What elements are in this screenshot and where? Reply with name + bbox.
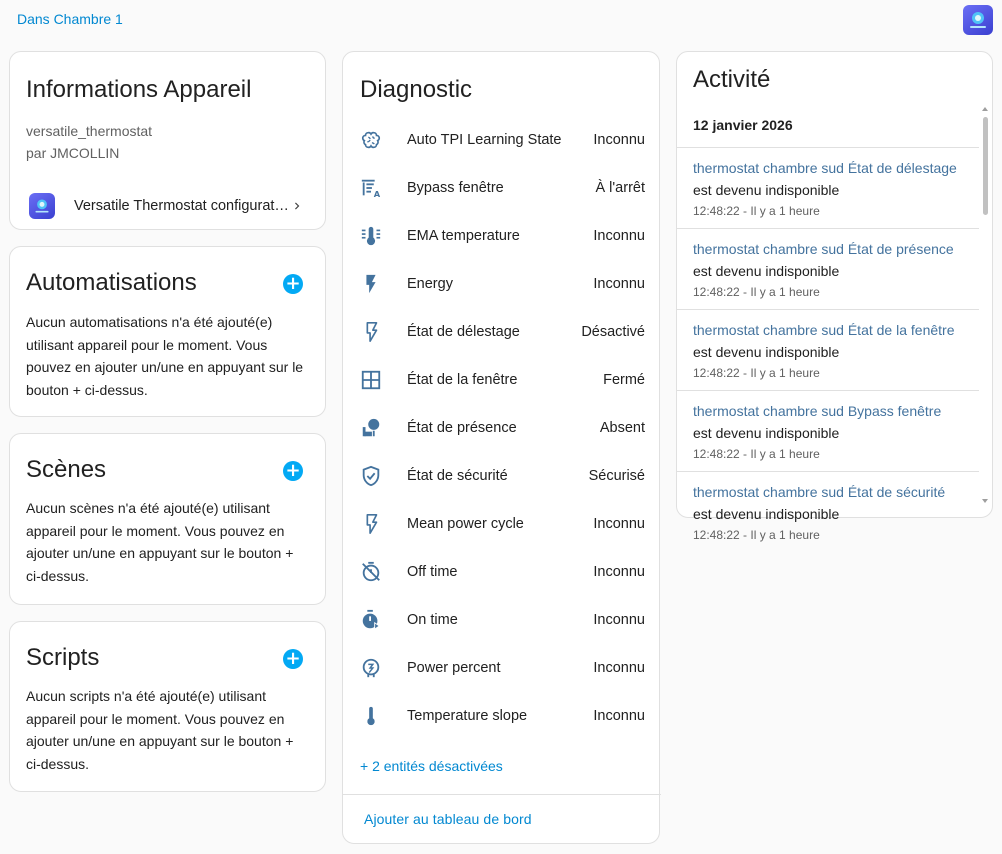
activity-text: est devenu indisponible — [693, 182, 840, 198]
diag-name: État de présence — [407, 420, 517, 436]
activity-message — [693, 157, 963, 201]
diag-value: Inconnu — [593, 132, 645, 148]
diag-name: État de sécurité — [407, 468, 508, 484]
thermostat-logo-icon — [967, 9, 989, 31]
diag-value: À l'arrêt — [595, 180, 645, 196]
diag-row-security[interactable] — [343, 452, 661, 500]
activity-time: 12:48:22 - Il y a 1 heure — [693, 366, 820, 380]
diag-row-energy[interactable] — [343, 260, 661, 308]
scripts-title: Scripts — [26, 644, 100, 671]
add-automation-button[interactable]: + — [283, 274, 303, 294]
activity-scrollbar[interactable] — [980, 107, 990, 507]
scenes-card — [9, 433, 326, 605]
activity-time: 12:48:22 - Il y a 1 heure — [693, 285, 820, 299]
scenes-title: Scènes — [26, 456, 107, 483]
diag-value: Désactivé — [581, 324, 645, 340]
diagnostic-footer — [343, 794, 661, 844]
thermometer-icon — [359, 704, 383, 728]
activity-entry — [677, 309, 979, 380]
activity-entry — [677, 147, 979, 218]
diag-row-window-state[interactable] — [343, 356, 661, 404]
activity-message — [693, 400, 963, 444]
config-entry-row[interactable] — [10, 190, 327, 222]
thermometer-lines-icon — [359, 224, 383, 248]
activity-date-header: 12 janvier 2026 — [693, 117, 793, 133]
automations-card — [9, 246, 326, 417]
diag-value: Inconnu — [593, 660, 645, 676]
diag-value: Inconnu — [593, 708, 645, 724]
activity-entity-link[interactable]: thermostat chambre sud État de la fenêtre — [693, 322, 955, 338]
device-model: versatile_thermostat — [26, 123, 153, 139]
disabled-entities-link[interactable]: + 2 entités désactivées — [360, 758, 503, 774]
config-entry-label: Versatile Thermostat configurat… — [74, 198, 289, 214]
diag-row-on-time[interactable] — [343, 596, 661, 644]
activity-text: est devenu indisponible — [693, 425, 840, 441]
scripts-empty-text: Aucun scripts n'a été ajouté(e) utilisant appareil pour le moment. Vous pouvez en ajouter un/une en appuyant sur le bouton + ci-dessus. — [26, 688, 294, 772]
person-seat-icon — [359, 416, 383, 440]
scroll-up-icon[interactable] — [982, 107, 988, 111]
activity-message — [693, 238, 963, 282]
activity-text: est devenu indisponible — [693, 344, 840, 360]
thermostat-logo-icon — [33, 197, 51, 215]
diag-value: Inconnu — [593, 276, 645, 292]
brain-icon — [359, 128, 383, 152]
diag-name: Temperature slope — [407, 708, 528, 724]
chevron-right-icon — [290, 199, 304, 213]
integration-logo — [963, 5, 993, 35]
diag-row-presence[interactable] — [343, 404, 661, 452]
activity-card — [676, 51, 993, 542]
diag-name: Power percent — [407, 660, 501, 676]
lightning-icon — [359, 272, 383, 296]
window-grid-icon — [359, 368, 383, 392]
activity-entity-link[interactable]: thermostat chambre sud Bypass fenêtre — [693, 403, 942, 419]
diag-row-ema-temperature[interactable] — [343, 212, 661, 260]
diag-name: EMA temperature — [407, 228, 520, 244]
activity-text: est devenu indisponible — [693, 506, 840, 522]
diagnostic-card — [342, 51, 660, 844]
activity-entry — [677, 471, 979, 542]
window-text-icon — [359, 176, 383, 200]
activity-text: est devenu indisponible — [693, 263, 840, 279]
diag-value: Inconnu — [593, 564, 645, 580]
diag-name: Energy — [407, 276, 453, 292]
diag-row-temperature-slope[interactable] — [343, 692, 661, 740]
diag-name: Bypass fenêtre — [407, 180, 504, 196]
diag-value: Inconnu — [593, 516, 645, 532]
add-scene-button[interactable]: + — [283, 461, 303, 481]
device-info-card — [9, 51, 326, 230]
diag-value: Fermé — [603, 372, 645, 388]
device-info-title: Informations Appareil — [26, 76, 252, 103]
lightning-outline-icon — [359, 512, 383, 536]
scenes-empty-text: Aucun scènes n'a été ajouté(e) utilisant appareil pour le moment. Vous pouvez en ajouter un/une en appuyant sur le bouton + ci-dessus. — [26, 500, 294, 584]
timer-play-icon — [359, 608, 383, 632]
device-manufacturer: par JMCOLLIN — [26, 145, 120, 161]
diag-row-load-shedding[interactable] — [343, 308, 661, 356]
diag-row-off-time[interactable] — [343, 548, 661, 596]
diag-row-mean-power-cycle[interactable] — [343, 500, 661, 548]
svg-text:A: A — [373, 189, 381, 200]
activity-entry — [677, 390, 979, 461]
activity-entity-link[interactable]: thermostat chambre sud État de sécurité — [693, 484, 946, 500]
diag-name: Mean power cycle — [407, 516, 524, 532]
diag-row-bypass-window[interactable] — [343, 164, 661, 212]
breadcrumb-area-link[interactable]: Dans Chambre 1 — [17, 11, 123, 27]
diag-row-power-percent[interactable] — [343, 644, 661, 692]
integration-icon — [29, 193, 55, 219]
top-bar — [0, 0, 1002, 40]
activity-entry — [677, 228, 979, 299]
diag-name: État de la fenêtre — [407, 372, 518, 388]
activity-logbook[interactable] — [677, 107, 994, 542]
activity-message — [693, 481, 963, 525]
automations-title: Automatisations — [26, 269, 197, 296]
add-to-dashboard-button[interactable]: Ajouter au tableau de bord — [364, 811, 532, 827]
activity-title: Activité — [693, 66, 771, 93]
scripts-card — [9, 621, 326, 792]
activity-time: 12:48:22 - Il y a 1 heure — [693, 204, 820, 218]
timer-off-icon — [359, 560, 383, 584]
automations-empty-text: Aucun automatisations n'a été ajouté(e) utilisant appareil pour le moment. Vous pouvez en ajouter un/une en appuyant sur le bouton + ci-dessus. — [26, 314, 304, 398]
scrollbar-thumb[interactable] — [983, 117, 988, 215]
diag-name: On time — [407, 612, 458, 628]
gauge-icon — [359, 656, 383, 680]
diag-value: Absent — [599, 420, 645, 436]
diag-name: État de délestage — [407, 324, 520, 340]
diag-value: Inconnu — [593, 612, 645, 628]
activity-entity-link[interactable]: thermostat chambre sud État de présence — [693, 241, 954, 257]
diagnostic-list — [343, 116, 661, 740]
diag-row-auto-tpi[interactable] — [343, 116, 661, 164]
shield-check-icon — [359, 464, 383, 488]
diagnostic-title: Diagnostic — [360, 76, 473, 103]
activity-entity-link[interactable]: thermostat chambre sud État de délestage — [693, 160, 957, 176]
scroll-down-icon[interactable] — [982, 499, 988, 503]
add-script-button[interactable]: + — [283, 649, 303, 669]
diag-name: Auto TPI Learning State — [407, 132, 562, 148]
activity-message — [693, 319, 963, 363]
diag-value: Inconnu — [593, 228, 645, 244]
activity-time: 12:48:22 - Il y a 1 heure — [693, 447, 820, 461]
diag-value: Sécurisé — [588, 468, 645, 484]
diag-name: Off time — [407, 564, 458, 580]
activity-time: 12:48:22 - Il y a 1 heure — [693, 528, 820, 542]
lightning-outline-icon — [359, 320, 383, 344]
